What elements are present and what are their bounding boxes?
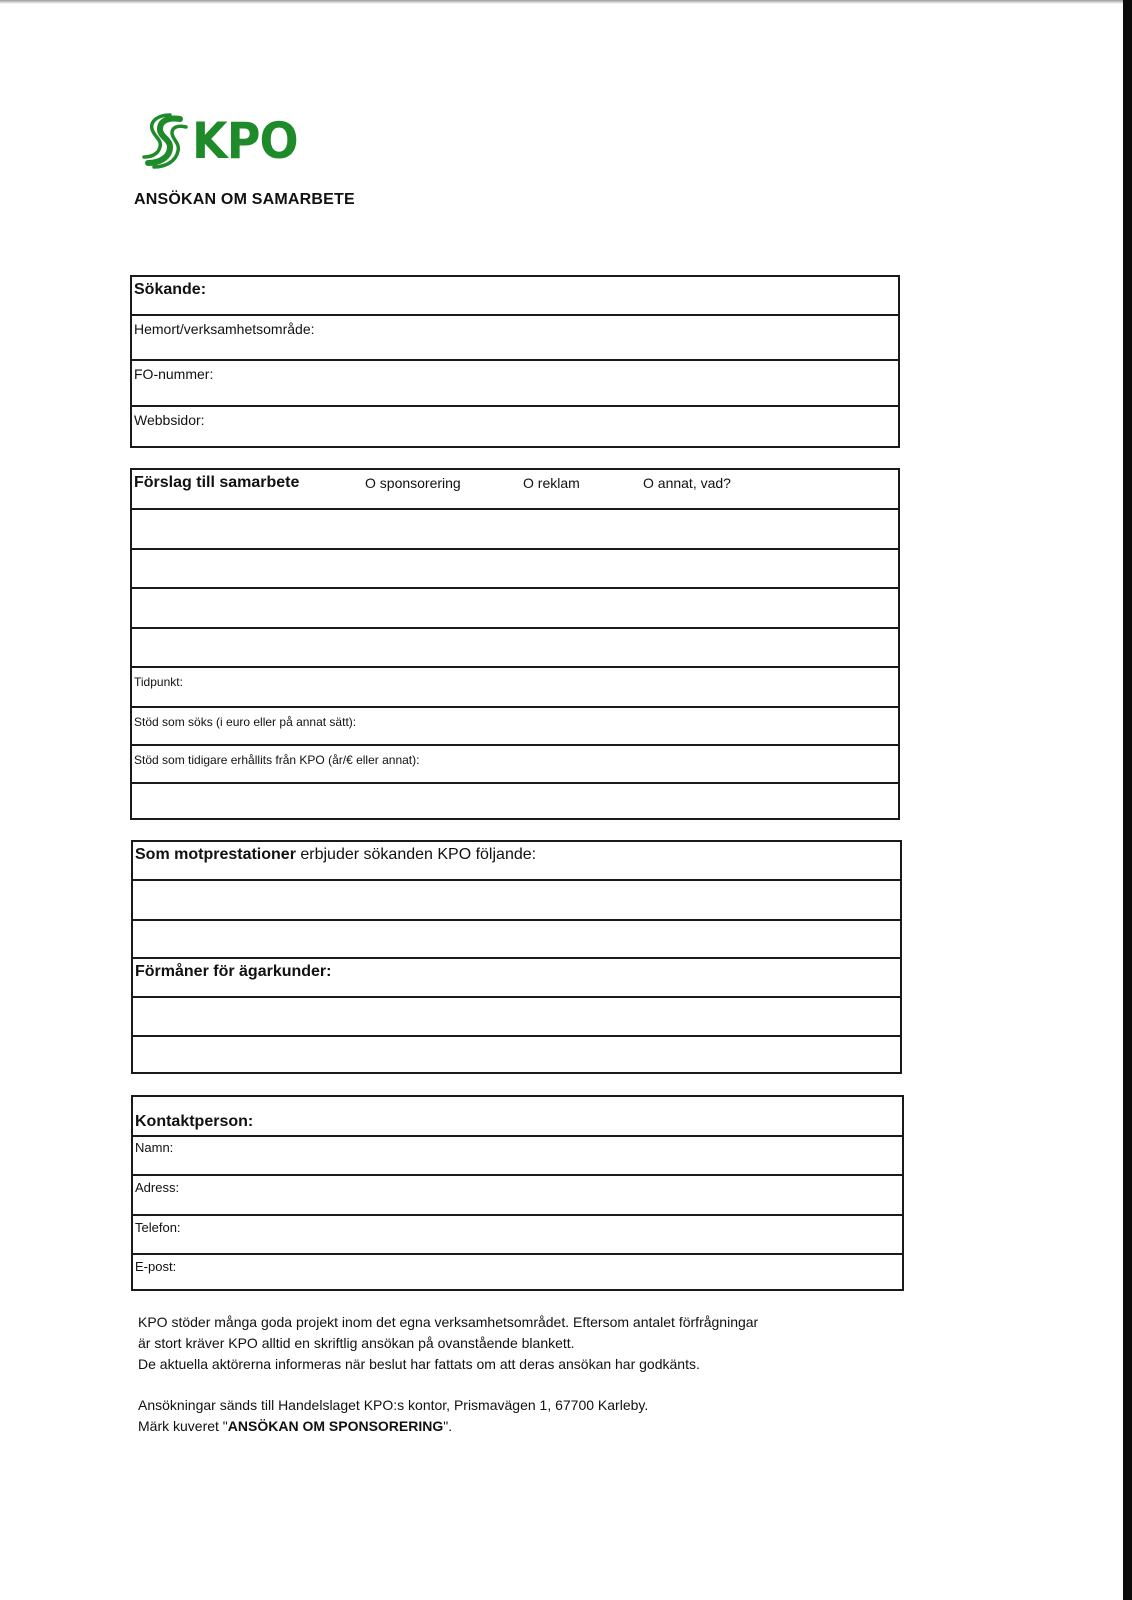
- benefits-input-1[interactable]: [133, 998, 900, 1035]
- counterperformance-heading-rest: erbjuder sökanden KPO följande:: [295, 846, 537, 863]
- counterperformance-heading-row: [133, 842, 900, 879]
- contact-heading: Kontaktperson:: [135, 1113, 254, 1130]
- field-label: Tidpunkt:: [134, 675, 183, 689]
- hemort-input[interactable]: [132, 316, 898, 359]
- stod-som-soks-input[interactable]: [132, 708, 898, 744]
- counterperformance-table: [131, 840, 902, 1074]
- field-label: Stöd som tidigare erhållits från KPO (år/€ eller annat):: [134, 753, 420, 767]
- scan-edge-top: [0, 0, 1132, 4]
- scan-edge-right: [1123, 0, 1132, 1600]
- field-label: Namn:: [135, 1140, 174, 1155]
- proposal-input-1[interactable]: [132, 510, 898, 548]
- contact-table: [131, 1095, 904, 1291]
- proposal-input-2[interactable]: [132, 550, 898, 587]
- proposal-input-extra[interactable]: [132, 784, 898, 818]
- contact-heading-row: [133, 1097, 902, 1135]
- benefits-line-1[interactable]: [133, 996, 900, 1035]
- kpo-logo: [140, 112, 307, 170]
- field-e-post[interactable]: [133, 1253, 902, 1289]
- e-post-input[interactable]: [133, 1255, 902, 1289]
- proposal-line-3[interactable]: [132, 587, 898, 627]
- benefits-heading: Förmåner för ägarkunder:: [135, 963, 332, 980]
- footer-paragraph-line-1: KPO stöder många goda projekt inom det egna verksamhetsområdet. Eftersom antalet förfrågningar: [138, 1314, 759, 1330]
- logo-wordmark: KPO: [192, 112, 298, 170]
- namn-input[interactable]: [133, 1137, 902, 1174]
- field-stod-som-soks[interactable]: [132, 706, 898, 744]
- footer-address-line: Ansökningar sänds till Handelslaget KPO:s kontor, Prismavägen 1, 67700 Karleby.: [138, 1397, 649, 1413]
- applicant-heading-row: [132, 277, 898, 314]
- webbsidor-input[interactable]: [132, 407, 898, 446]
- proposal-input-4[interactable]: [132, 629, 898, 666]
- field-label: FO-nummer:: [134, 366, 214, 382]
- tidpunkt-input[interactable]: [132, 668, 898, 706]
- benefits-line-2[interactable]: [133, 1035, 900, 1072]
- field-fo-nummer[interactable]: [132, 359, 898, 405]
- proposal-line-extra[interactable]: [132, 782, 898, 818]
- option-sponsorering[interactable]: O sponsorering: [365, 475, 461, 491]
- counterperformance-heading-bold: Som motprestationer: [135, 846, 296, 863]
- proposal-line-2[interactable]: [132, 548, 898, 587]
- footer-paragraph-line-2: är stort kräver KPO alltid en skriftlig ansökan på ovanstående blankett.: [138, 1335, 575, 1351]
- field-stod-tidigare[interactable]: [132, 744, 898, 782]
- field-tidpunkt[interactable]: [132, 666, 898, 706]
- field-adress[interactable]: [133, 1174, 902, 1214]
- field-label: Adress:: [135, 1180, 180, 1195]
- option-annat[interactable]: O annat, vad?: [643, 475, 731, 491]
- option-reklam[interactable]: O reklam: [523, 475, 580, 491]
- telefon-input[interactable]: [133, 1216, 902, 1253]
- field-label: Telefon:: [135, 1220, 181, 1235]
- proposal-line-1[interactable]: [132, 508, 898, 548]
- proposal-heading-row: [132, 470, 898, 508]
- mark-prefix: Märk kuveret ": [138, 1418, 228, 1434]
- footer-mark-line: [138, 1416, 452, 1437]
- counterperformance-input-1[interactable]: [133, 881, 900, 919]
- benefits-input-2[interactable]: [133, 1037, 900, 1072]
- field-label: Webbsidor:: [134, 412, 205, 428]
- field-label: E-post:: [135, 1259, 177, 1274]
- field-label: Stöd som söks (i euro eller på annat sätt):: [134, 715, 357, 729]
- field-hemort[interactable]: [132, 314, 898, 359]
- counterperformance-heading: [135, 846, 536, 864]
- field-telefon[interactable]: [133, 1214, 902, 1253]
- page-title: ANSÖKAN OM SAMARBETE: [134, 191, 355, 208]
- mark-bold-text: ANSÖKAN OM SPONSORERING: [227, 1418, 444, 1434]
- proposal-heading: Förslag till samarbete: [134, 474, 300, 491]
- counterperformance-input-2[interactable]: [133, 921, 900, 957]
- counterperformance-line-2[interactable]: [133, 919, 900, 957]
- adress-input[interactable]: [133, 1176, 902, 1214]
- applicant-heading: Sökande:: [134, 281, 207, 298]
- field-webbsidor[interactable]: [132, 405, 898, 446]
- stod-tidigare-input[interactable]: [132, 746, 898, 782]
- mark-suffix: ".: [443, 1418, 453, 1434]
- proposal-table: [130, 468, 900, 820]
- field-namn[interactable]: [133, 1135, 902, 1174]
- kpo-s-mark-icon: [140, 113, 188, 169]
- proposal-input-3[interactable]: [132, 589, 898, 627]
- footer-paragraph-line-3: De aktuella aktörerna informeras när beslut har fattats om att deras ansökan har godkänts.: [138, 1356, 700, 1372]
- applicant-table: [130, 275, 900, 448]
- counterperformance-line-1[interactable]: [133, 879, 900, 919]
- benefits-heading-row: [133, 957, 900, 996]
- field-label: Hemort/verksamhetsområde:: [134, 321, 315, 337]
- proposal-line-4[interactable]: [132, 627, 898, 666]
- fo-nummer-input[interactable]: [132, 361, 898, 405]
